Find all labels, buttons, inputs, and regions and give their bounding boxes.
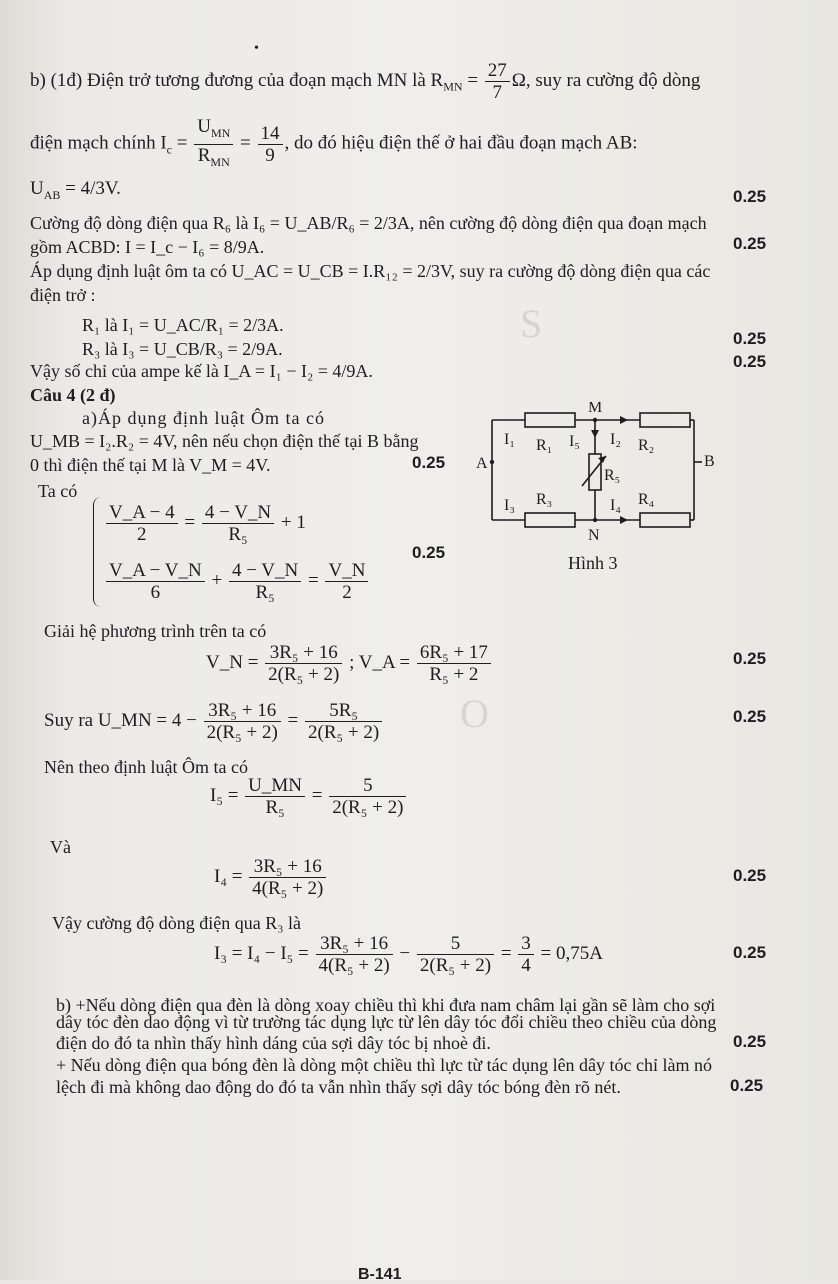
resistor-r5	[589, 454, 601, 490]
fraction	[305, 700, 382, 743]
line-24: + Nếu dòng điện qua bóng đèn là dòng một chiều thì lực từ tác dụng lên dây tóc chỉ làm nó	[56, 1055, 713, 1075]
line-19: Và	[50, 837, 71, 857]
score: 0.25	[733, 866, 767, 885]
resistor-r3	[525, 513, 575, 527]
label-r5: R₅	[604, 467, 621, 484]
den: R₅	[265, 797, 285, 818]
line-5: gồm ACBD: I = I_c − I₆ = 8/9A.	[30, 237, 265, 257]
num: 5R₅	[305, 700, 382, 722]
num: 6R₅ + 17	[417, 642, 491, 664]
den	[194, 145, 233, 173]
score: 0.25	[412, 543, 446, 562]
bleed-through-mark: O	[460, 691, 489, 736]
text: + 1	[280, 511, 306, 533]
fraction	[229, 560, 301, 603]
den: 2(R₅ + 2)	[332, 797, 404, 818]
label-i1: I₁	[504, 431, 515, 448]
node-a	[490, 460, 494, 464]
den: R₅	[228, 524, 248, 545]
text: =	[308, 569, 319, 591]
equation-i5	[210, 775, 408, 818]
score: 0.25	[733, 707, 767, 726]
den: 4	[521, 955, 531, 976]
num	[194, 116, 233, 145]
text: = 0,75A	[540, 942, 603, 964]
text: , do đó hiệu điện thế ở hai đầu đoạn mạch AB:	[284, 132, 638, 154]
num: 4 − V_N	[229, 560, 301, 582]
text: Ω, suy ra cường độ dòng	[511, 69, 701, 91]
den: 2	[342, 582, 352, 603]
num: 27	[485, 60, 510, 82]
score: 0.25	[733, 234, 767, 253]
line-10: Vậy số chỉ của ampe kế là I_A = I₁ − I₂ = 4/9A.	[30, 361, 373, 381]
equation-i4	[214, 856, 328, 899]
equation-1	[104, 502, 306, 545]
resistor-r2	[640, 413, 690, 427]
score: 0.25	[730, 1076, 764, 1095]
line-20: Vậy cường độ dòng điện qua R₃ là	[52, 913, 302, 933]
fraction	[518, 933, 534, 976]
line-16: Giải hệ phương trình trên ta có	[44, 621, 267, 641]
text: U	[30, 178, 44, 199]
sub: MN	[210, 125, 231, 140]
fraction	[316, 933, 393, 976]
label-r4: R₄	[638, 491, 655, 508]
text: =	[500, 942, 512, 964]
den: 4(R₅ + 2)	[252, 878, 324, 899]
fraction	[417, 642, 491, 685]
sub: MN	[443, 79, 463, 94]
section-heading: Câu 4 (2 đ)	[30, 385, 116, 405]
line-3	[30, 178, 121, 203]
num: 3R₅ + 16	[265, 642, 342, 664]
text: I₄ =	[214, 865, 243, 887]
line-22: dây tóc đèn dao động vì từ trường tác dụng lực từ lên dây tóc đổi chiều theo chiều của dòng	[56, 1012, 717, 1032]
label-a: A	[476, 455, 488, 472]
speck: •	[254, 41, 259, 56]
text: R	[197, 144, 211, 166]
label-i3: I₃	[504, 497, 515, 514]
fraction	[204, 700, 281, 743]
text: Suy ra U_MN = 4 −	[44, 709, 197, 731]
line-25: lệch đi mà không dao động do đó ta vẫn nhìn thấy sợi dây tóc bóng đèn rõ nét.	[56, 1077, 621, 1097]
score: 0.25	[733, 1032, 767, 1051]
den: 2	[137, 524, 147, 545]
fraction	[485, 60, 510, 103]
num: V_A − V_N	[106, 560, 205, 582]
line-13: U_MB = I₂.R₂ = 4V, nên nếu chọn điện thế tại B bằng	[30, 431, 419, 451]
line-18: Nên theo định luật Ôm ta có	[44, 757, 248, 777]
den: 7	[492, 82, 503, 103]
text: I₅ =	[210, 784, 239, 806]
fraction	[325, 560, 368, 603]
equation-2	[104, 560, 370, 603]
line-6: Áp dụng định luật ôm ta có U_AC = U_CB = I.R₁₂ = 2/3V, suy ra cường độ dòng điện qua các	[30, 261, 711, 281]
fraction	[329, 775, 406, 818]
num: 4 − V_N	[202, 502, 274, 524]
num: 3	[518, 933, 534, 955]
line-21: b) +Nếu dòng điện qua đèn là dòng xoay chiều thì khi đưa nam châm lại gần sẽ làm cho sợi	[56, 995, 716, 1015]
equation-umn	[44, 700, 384, 743]
text: +	[211, 569, 223, 591]
label-n: N	[588, 527, 600, 544]
line-1	[30, 60, 700, 103]
equation-vn-va	[206, 642, 493, 685]
label-i5: I₅	[569, 433, 580, 450]
fraction	[194, 116, 233, 173]
num: V_A − 4	[106, 502, 178, 524]
text: =	[287, 709, 299, 731]
arrow-head	[598, 456, 606, 463]
text: =	[462, 69, 483, 91]
line-4: Cường độ dòng điện qua R₆ là I₆ = U_AB/R₆ = 2/3A, nên cường độ dòng điện qua đoạn mạch	[30, 213, 707, 233]
score: 0.25	[733, 352, 767, 371]
text: V_N =	[206, 651, 259, 673]
arrow-head	[620, 516, 628, 524]
fraction	[106, 502, 178, 545]
label-r1: R₁	[536, 437, 553, 454]
score: 0.25	[412, 453, 446, 472]
score: 0.25	[733, 943, 767, 962]
page-number: B-141	[358, 1266, 402, 1283]
text: b) (1đ) Điện trở tương đương của đoạn mạch MN là R	[30, 69, 444, 91]
node-n	[593, 518, 597, 522]
num: 14	[258, 123, 283, 145]
den: 2(R₅ + 2)	[206, 722, 278, 743]
den: 4(R₅ + 2)	[318, 955, 390, 976]
resistor-r4	[640, 513, 690, 527]
den: 2(R₅ + 2)	[419, 955, 492, 976]
arrow-head	[620, 416, 628, 424]
num: U_MN	[245, 775, 305, 797]
text: −	[399, 942, 411, 964]
equation-i3	[214, 933, 603, 976]
fraction	[258, 123, 283, 166]
line-23: điện do đó ta nhìn thấy hình dáng của sợi dây tóc bị nhoè đi.	[56, 1033, 491, 1053]
label-r2: R₂	[638, 437, 655, 454]
den: R₅	[255, 582, 275, 603]
text: U	[197, 116, 211, 137]
node-m	[593, 418, 597, 422]
num: 3R₅ + 16	[249, 856, 326, 878]
label-r3: R₃	[536, 491, 553, 508]
line-12: a)Áp dụng định luật Ôm ta có	[82, 408, 325, 428]
den: 6	[150, 582, 161, 603]
num: 3R₅ + 16	[204, 700, 281, 722]
fraction	[245, 775, 305, 818]
fraction	[265, 642, 342, 685]
resistor-r1	[525, 413, 575, 427]
text: =	[171, 132, 193, 154]
score: 0.25	[733, 649, 767, 668]
circuit-diagram	[470, 402, 730, 547]
label-i4: I₄	[610, 497, 621, 514]
score: 0.25	[733, 187, 767, 206]
den: 2(R₅ + 2)	[308, 722, 380, 743]
arrow-head	[591, 430, 599, 438]
line-9: R₃ là I₃ = U_CB/R₃ = 2/9A.	[82, 339, 283, 359]
sub: MN	[210, 154, 230, 169]
fraction	[417, 933, 494, 976]
line-8: R₁ là I₁ = U_AC/R₁ = 2/3A.	[82, 315, 284, 335]
line-2	[30, 116, 638, 173]
text: I₃ = I₄ − I₅ =	[214, 942, 309, 964]
den: R₅ + 2	[429, 664, 479, 685]
den: 2(R₅ + 2)	[268, 664, 340, 685]
label-m: M	[588, 402, 603, 416]
text: =	[235, 132, 256, 154]
brace	[93, 497, 104, 607]
label-b: B	[704, 453, 715, 470]
num: 3R₅ + 16	[316, 933, 393, 955]
figure-caption: Hình 3	[568, 553, 618, 573]
text: điện mạch chính I	[30, 132, 167, 154]
line-15: Ta có	[38, 481, 78, 501]
line-14: 0 thì điện thế tại M là V_M = 4V.	[30, 455, 271, 475]
fraction	[106, 560, 205, 603]
text: =	[311, 784, 323, 806]
num: 5	[329, 775, 406, 797]
sub: AB	[43, 187, 61, 202]
num: V_N	[325, 560, 368, 582]
fraction	[249, 856, 326, 899]
line-7: điện trở :	[30, 285, 96, 305]
num: 5	[417, 933, 494, 955]
bleed-through-mark: S	[520, 301, 543, 346]
text: ; V_A =	[349, 651, 411, 673]
text: = 4/3V.	[60, 178, 121, 199]
text: =	[184, 511, 196, 533]
sub: c	[166, 142, 172, 157]
label-i2: I₂	[610, 431, 621, 448]
score: 0.25	[733, 329, 767, 348]
fraction	[202, 502, 274, 545]
den: 9	[265, 144, 275, 166]
